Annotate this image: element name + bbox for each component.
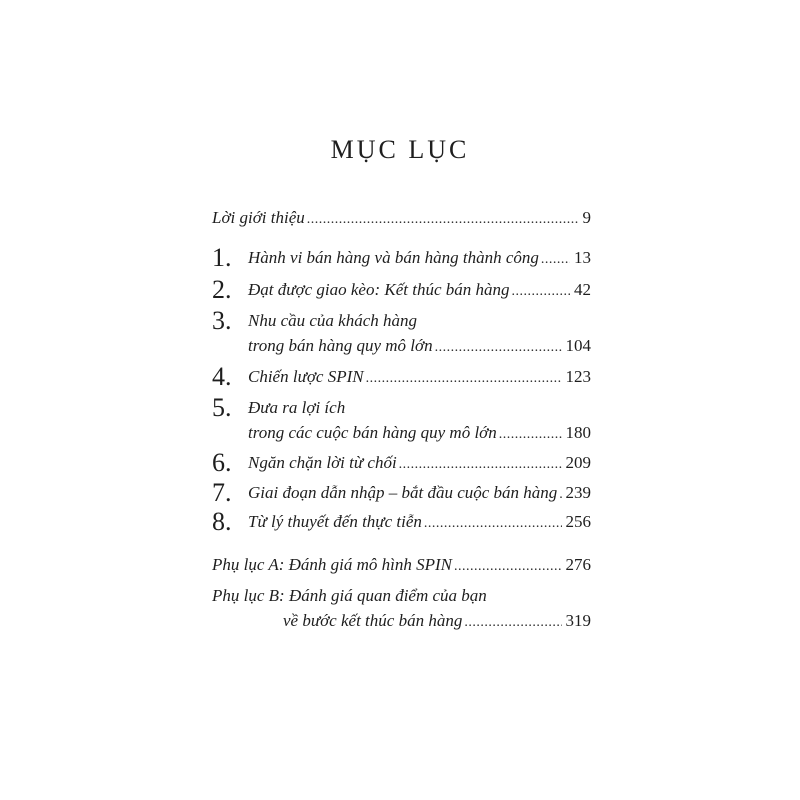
- toc-entry-chapter-3: [248, 336, 591, 360]
- page-number: 256: [565, 512, 591, 531]
- toc-entry-chapter-7: [248, 483, 591, 507]
- chapter-number: 5.: [212, 393, 232, 422]
- toc-entry-chapter-5-line1: [248, 398, 591, 422]
- page-number: 180: [565, 423, 591, 442]
- toc-entry-label-continued: về bước kết thúc bán hàng: [283, 611, 463, 630]
- chapter-number: 3.: [212, 306, 232, 335]
- chapter-number: 8.: [212, 507, 232, 536]
- leader-dots: [424, 516, 562, 532]
- toc-entry-label: Nhu cầu của khách hàng: [248, 311, 418, 330]
- chapter-number: 7.: [212, 478, 232, 507]
- toc-entry-appendix-b-line1: [212, 586, 591, 610]
- page-number: 42: [574, 280, 591, 299]
- page-number: 209: [565, 453, 591, 472]
- chapter-number: 4.: [212, 362, 232, 391]
- leader-dots: [366, 371, 562, 387]
- toc-entry-chapter-3-line1: [248, 311, 591, 335]
- toc-entry-chapter-1: [248, 248, 591, 272]
- toc-entry-label: Từ lý thuyết đến thực tiễn: [248, 512, 422, 531]
- leader-dots: [399, 457, 562, 473]
- page-number: 276: [565, 555, 591, 574]
- toc-entry-chapter-5: [248, 423, 591, 447]
- leader-dots: [499, 427, 562, 443]
- toc-entry-chapter-4: [248, 367, 591, 391]
- toc-entry-label: Phụ lục A: Đánh giá mô hình SPIN: [212, 555, 453, 574]
- leader-dots: [454, 559, 561, 575]
- toc-entry-appendix-a: [212, 555, 591, 579]
- toc-entry-label-continued: trong các cuộc bán hàng quy mô lớn: [248, 423, 497, 442]
- leader-dots: [541, 252, 570, 268]
- chapter-number: 2.: [212, 275, 232, 304]
- page-number: 239: [565, 483, 591, 502]
- chapter-number: 6.: [212, 448, 232, 477]
- toc-entry-chapter-8: [248, 512, 591, 536]
- toc-entry-label: Phụ lục B: Đánh giá quan điểm của bạn: [212, 586, 487, 605]
- toc-entry-label: Đạt được giao kèo: Kết thúc bán hàng: [248, 280, 510, 299]
- toc-entry-intro: [212, 208, 591, 232]
- toc-entry-label: Chiến lược SPIN: [248, 367, 364, 386]
- toc-entry-label: Hành vi bán hàng và bán hàng thành công: [248, 248, 539, 267]
- toc-entry-label: Giai đoạn dẫn nhập – bắt đầu cuộc bán hàng: [248, 483, 558, 502]
- toc-entry-label: Đưa ra lợi ích: [248, 398, 346, 417]
- toc-entry-chapter-6: [248, 453, 591, 477]
- page-number: 123: [565, 367, 591, 386]
- toc-entry-appendix-b: [283, 611, 591, 635]
- leader-dots: [307, 212, 579, 228]
- leader-dots: [512, 284, 571, 300]
- page-number: 319: [565, 611, 591, 630]
- page-title: MỤC LỤC: [330, 135, 470, 164]
- page-number: 13: [574, 248, 591, 267]
- page-number: 104: [565, 336, 591, 355]
- toc-entry-chapter-2: [248, 280, 591, 304]
- leader-dots: [464, 615, 561, 631]
- leader-dots: [559, 487, 561, 503]
- toc-entry-label: Lời giới thiệu: [212, 208, 305, 227]
- toc-entry-label-continued: trong bán hàng quy mô lớn: [248, 336, 433, 355]
- chapter-number: 1.: [212, 243, 232, 272]
- toc-entry-label: Ngăn chặn lời từ chối: [248, 453, 397, 472]
- page-number: 9: [582, 208, 591, 227]
- leader-dots: [435, 340, 562, 356]
